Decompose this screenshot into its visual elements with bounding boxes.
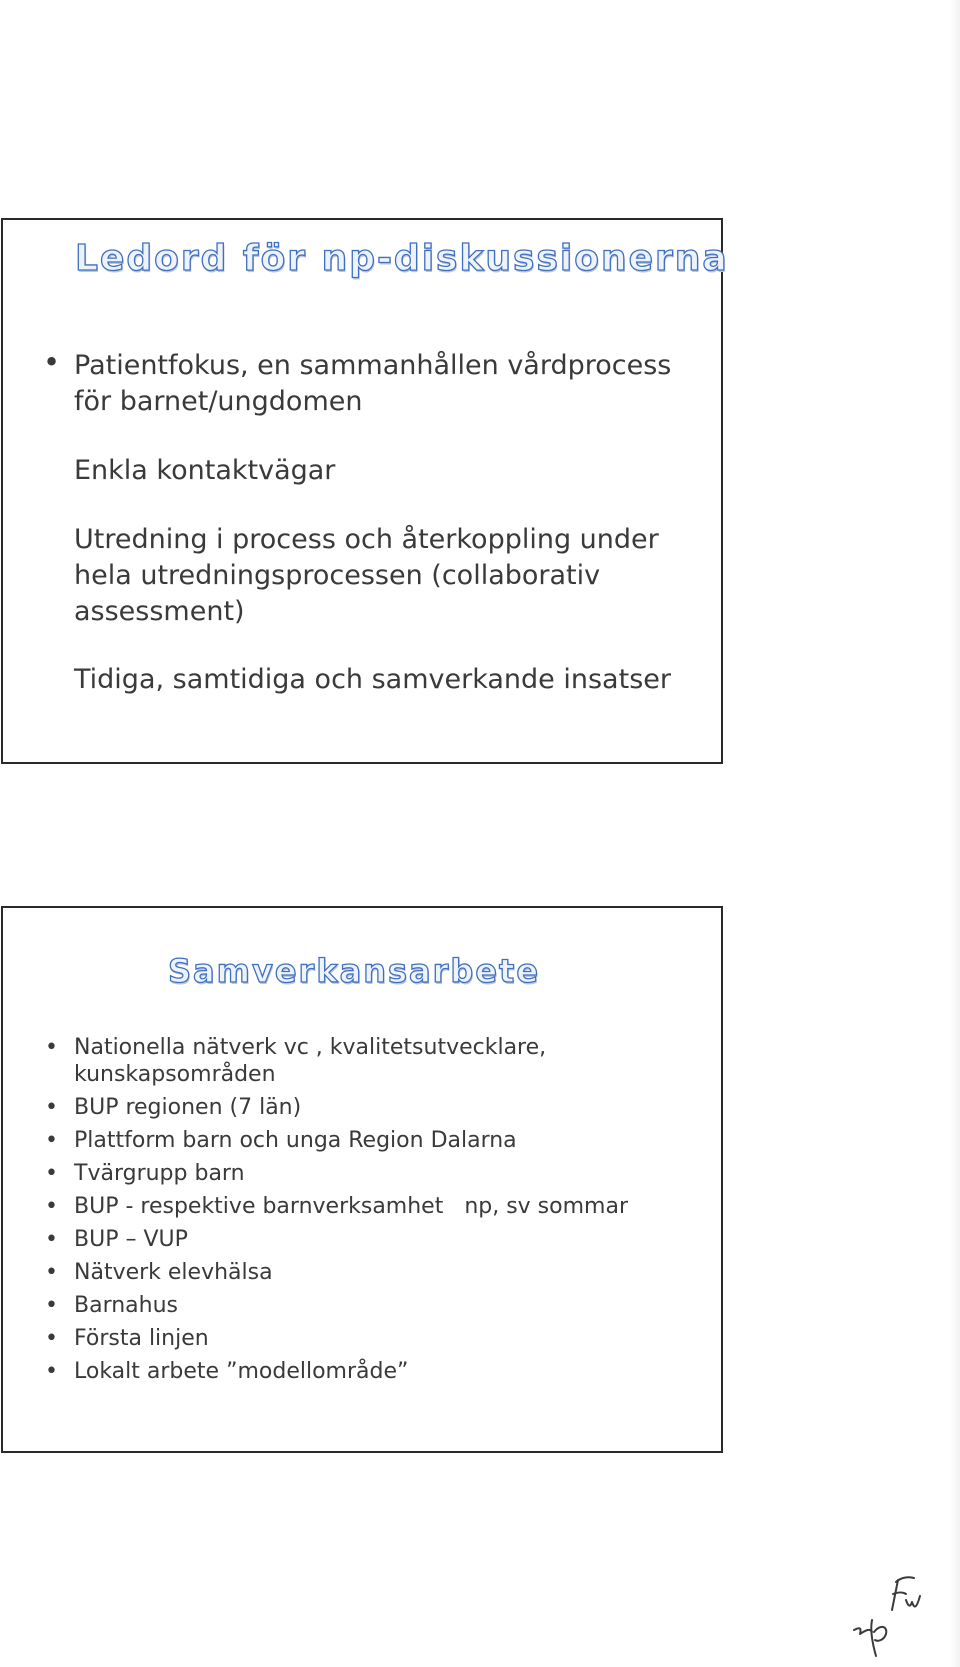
list-item-text: BUP regionen (7 län) [74,1095,302,1120]
list-item [41,1259,701,1286]
page-edge [950,0,960,1667]
slide-ledord [1,218,729,764]
bullet-marker: • [43,345,61,379]
list-item-text: BUP – VUP [74,1227,188,1252]
list-item-text: Första linjen [74,1326,209,1351]
list-item-text: Lokalt arbete ”modellområde” [74,1359,409,1384]
list-item [41,1226,701,1253]
list-item [41,1325,701,1352]
bullet-marker: • [45,1227,58,1252]
list-item-text: Nationella nätverk vc , kvalitetsutvecklare, kunskapsområden [74,1035,547,1087]
paragraph-kontaktvagar: Enkla kontaktvägar [74,455,336,486]
list-item [41,1094,701,1121]
paragraph-utredning: Utredning i process och återkoppling under hela utredningsprocessen (collaborativ assessment) [74,524,659,627]
bullet-marker: • [45,1035,58,1060]
list-item [41,1193,701,1220]
list-item-text: Nätverk elevhälsa [74,1260,273,1285]
bullet-marker: • [45,1260,58,1285]
list-item [41,1358,701,1385]
bullet-marker: • [45,1293,58,1318]
list-item-text: Tvärgrupp barn [74,1161,245,1186]
bullet-marker: • [45,1194,58,1219]
handwritten-signature [848,1570,938,1660]
list-item [41,1292,701,1319]
slide-title: Ledord för np-diskussionerna [75,238,729,279]
bullet-marker: • [45,1095,58,1120]
bullet-marker: • [45,1326,58,1351]
list-item [41,1160,701,1187]
paragraph-insatser: Tidiga, samtidiga och samverkande insatser [74,664,671,695]
bullet-marker: • [45,1161,58,1186]
slide-samverkansarbete [1,906,723,1453]
bullet-marker: • [45,1128,58,1153]
bullet-list [41,1034,701,1391]
slide-title: Samverkansarbete [168,952,541,990]
paragraph-patientfokus: Patientfokus, en sammanhållen vårdprocess för barnet/ungdomen [74,350,672,417]
list-item-text: Barnahus [74,1293,179,1318]
list-item-text: Plattform barn och unga Region Dalarna [74,1128,517,1153]
list-item-text: BUP - respektive barnverksamhet np, sv sommar [74,1194,628,1219]
list-item [41,1034,701,1088]
bullet-marker: • [45,1359,58,1384]
list-item [41,1127,701,1154]
